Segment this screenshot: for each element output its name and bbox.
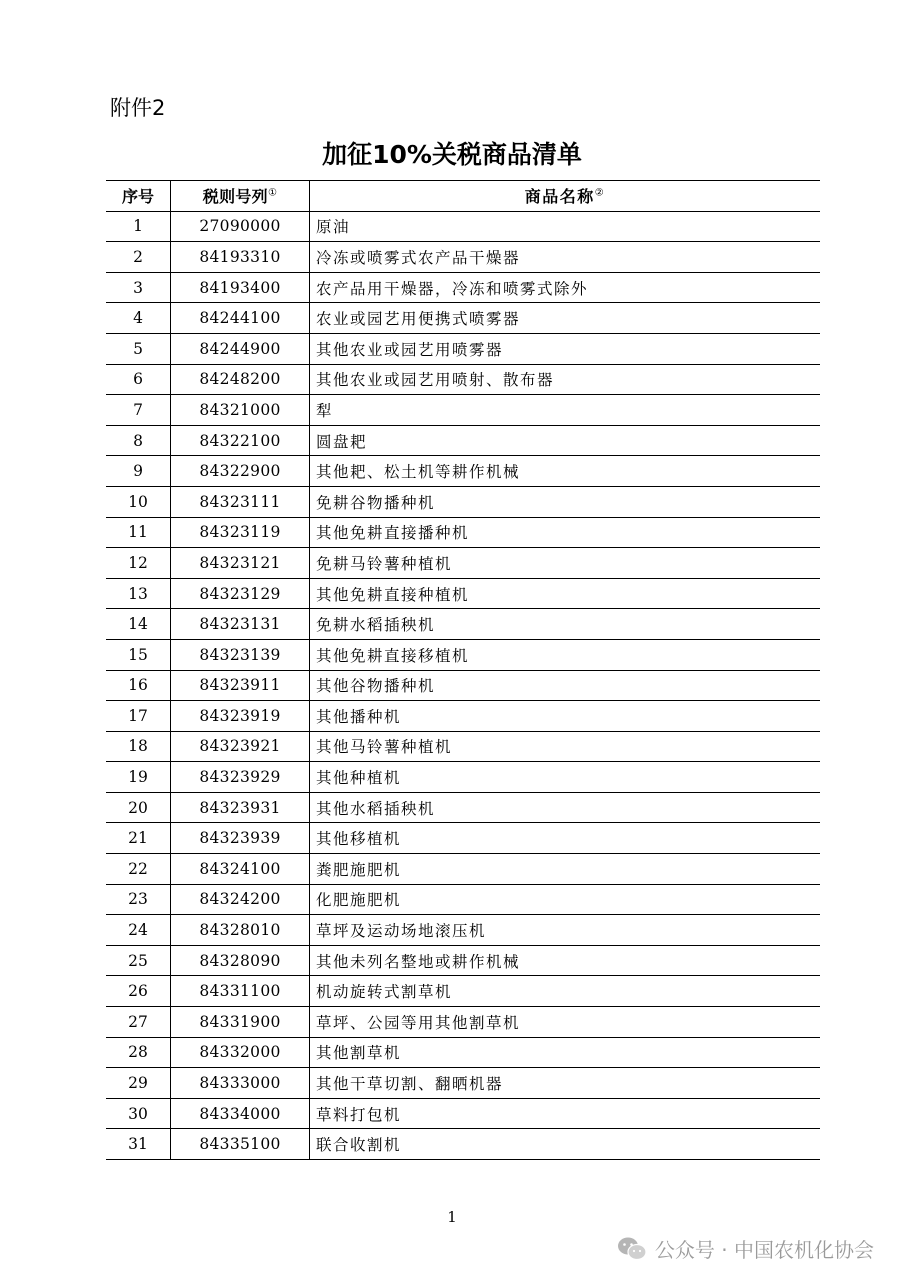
product-name-cell: 草坪、公园等用其他割草机 (310, 1007, 821, 1038)
footnote-marker: ② (594, 187, 606, 199)
serial-cell: 27 (106, 1007, 171, 1038)
table-row (106, 425, 820, 456)
tariff-code-cell: 84334000 (171, 1098, 310, 1129)
table-header-row (106, 181, 820, 212)
product-name-cell: 其他农业或园艺用喷射、散布器 (310, 364, 821, 395)
serial-cell: 19 (106, 762, 171, 793)
attachment-label: 附件2 (110, 96, 166, 120)
tariff-code-cell: 84322900 (171, 456, 310, 487)
footnote-marker: ① (267, 187, 278, 199)
serial-cell: 11 (106, 517, 171, 548)
table-row (106, 976, 820, 1007)
table-row (106, 303, 820, 334)
product-name-cell: 化肥施肥机 (310, 884, 821, 915)
serial-cell: 3 (106, 272, 171, 303)
table-row (106, 211, 820, 242)
serial-cell: 14 (106, 609, 171, 640)
table-row (106, 945, 820, 976)
serial-cell: 28 (106, 1037, 171, 1068)
tariff-code-cell: 84193310 (171, 242, 310, 273)
product-name-cell: 冷冻或喷雾式农产品干燥器 (310, 242, 821, 273)
tariff-code-cell: 84323911 (171, 670, 310, 701)
product-name-cell: 免耕水稻插秧机 (310, 609, 821, 640)
table-row (106, 884, 820, 915)
serial-cell: 13 (106, 578, 171, 609)
tariff-code-cell: 84323131 (171, 609, 310, 640)
product-name-cell: 草坪及运动场地滚压机 (310, 915, 821, 946)
table-row (106, 395, 820, 426)
serial-cell: 2 (106, 242, 171, 273)
tariff-code-cell: 84244900 (171, 333, 310, 364)
header-product-name: 商品名称② (310, 181, 821, 212)
tariff-code-cell: 84323139 (171, 639, 310, 670)
table-row (106, 272, 820, 303)
serial-cell: 21 (106, 823, 171, 854)
product-name-cell: 其他马铃薯种植机 (310, 731, 821, 762)
tariff-code-cell: 84248200 (171, 364, 310, 395)
table-row (106, 1007, 820, 1038)
serial-cell: 1 (106, 211, 171, 242)
serial-cell: 16 (106, 670, 171, 701)
tariff-table (106, 180, 820, 1160)
table-row (106, 333, 820, 364)
product-name-cell: 犁 (310, 395, 821, 426)
serial-cell: 31 (106, 1129, 171, 1160)
watermark-text: 公众号 · 中国农机化协会 (654, 1238, 874, 1262)
tariff-code-cell: 84331100 (171, 976, 310, 1007)
product-name-cell: 机动旋转式割草机 (310, 976, 821, 1007)
wechat-icon (617, 1236, 647, 1262)
serial-cell: 25 (106, 945, 171, 976)
table-row (106, 915, 820, 946)
table-row (106, 639, 820, 670)
table-row (106, 701, 820, 732)
serial-cell: 5 (106, 333, 171, 364)
product-name-cell: 农产品用干燥器，冷冻和喷雾式除外 (310, 272, 821, 303)
product-name-cell: 其他未列名整地或耕作机械 (310, 945, 821, 976)
tariff-code-cell: 84324100 (171, 854, 310, 885)
serial-cell: 24 (106, 915, 171, 946)
table-row (106, 1068, 820, 1099)
tariff-code-cell: 84322100 (171, 425, 310, 456)
product-name-cell: 其他种植机 (310, 762, 821, 793)
product-name-cell: 免耕马铃薯种植机 (310, 548, 821, 579)
product-name-cell: 原油 (310, 211, 821, 242)
tariff-code-cell: 84323111 (171, 486, 310, 517)
tariff-code-cell: 84323929 (171, 762, 310, 793)
tariff-code-cell: 84323931 (171, 792, 310, 823)
header-tariff-code: 税则号列① (171, 181, 310, 212)
product-name-cell: 其他免耕直接种植机 (310, 578, 821, 609)
serial-cell: 12 (106, 548, 171, 579)
serial-cell: 7 (106, 395, 171, 426)
serial-cell: 18 (106, 731, 171, 762)
tariff-code-cell: 84323921 (171, 731, 310, 762)
serial-cell: 26 (106, 976, 171, 1007)
tariff-code-cell: 84323919 (171, 701, 310, 732)
tariff-code-cell: 84323129 (171, 578, 310, 609)
tariff-code-cell: 84323121 (171, 548, 310, 579)
tariff-code-cell: 84333000 (171, 1068, 310, 1099)
product-name-cell: 其他割草机 (310, 1037, 821, 1068)
serial-cell: 17 (106, 701, 171, 732)
product-name-cell: 免耕谷物播种机 (310, 486, 821, 517)
table-row (106, 242, 820, 273)
serial-cell: 10 (106, 486, 171, 517)
table-row (106, 456, 820, 487)
table-row (106, 731, 820, 762)
tariff-code-cell: 84335100 (171, 1129, 310, 1160)
tariff-code-cell: 84332000 (171, 1037, 310, 1068)
table-row (106, 762, 820, 793)
table-row (106, 1129, 820, 1160)
product-name-cell: 其他干草切割、翻晒机器 (310, 1068, 821, 1099)
tariff-code-cell: 84323119 (171, 517, 310, 548)
serial-cell: 23 (106, 884, 171, 915)
table-row (106, 517, 820, 548)
page-number: 1 (447, 1208, 457, 1226)
serial-cell: 4 (106, 303, 171, 334)
tariff-code-cell: 84328090 (171, 945, 310, 976)
serial-cell: 8 (106, 425, 171, 456)
tariff-code-cell: 84321000 (171, 395, 310, 426)
table-row (106, 854, 820, 885)
table-row (106, 670, 820, 701)
serial-cell: 29 (106, 1068, 171, 1099)
product-name-cell: 其他农业或园艺用喷雾器 (310, 333, 821, 364)
table-row (106, 364, 820, 395)
tariff-code-cell: 84328010 (171, 915, 310, 946)
table-row (106, 486, 820, 517)
header-serial: 序号 (106, 181, 171, 212)
tariff-code-cell: 27090000 (171, 211, 310, 242)
table-row (106, 823, 820, 854)
product-name-cell: 其他播种机 (310, 701, 821, 732)
serial-cell: 20 (106, 792, 171, 823)
table-row (106, 1037, 820, 1068)
product-name-cell: 粪肥施肥机 (310, 854, 821, 885)
product-name-cell: 其他谷物播种机 (310, 670, 821, 701)
tariff-code-cell: 84244100 (171, 303, 310, 334)
product-name-cell: 其他免耕直接移植机 (310, 639, 821, 670)
tariff-code-cell: 84323939 (171, 823, 310, 854)
product-name-cell: 联合收割机 (310, 1129, 821, 1160)
serial-cell: 9 (106, 456, 171, 487)
table-row (106, 548, 820, 579)
tariff-code-cell: 84331900 (171, 1007, 310, 1038)
tariff-code-cell: 84193400 (171, 272, 310, 303)
product-name-cell: 草料打包机 (310, 1098, 821, 1129)
page-title: 加征10%关税商品清单 (322, 140, 582, 169)
table-row (106, 1098, 820, 1129)
product-name-cell: 其他水稻插秧机 (310, 792, 821, 823)
serial-cell: 30 (106, 1098, 171, 1129)
tariff-code-cell: 84324200 (171, 884, 310, 915)
table-row (106, 792, 820, 823)
product-name-cell: 农业或园艺用便携式喷雾器 (310, 303, 821, 334)
table-row (106, 578, 820, 609)
table-row (106, 609, 820, 640)
serial-cell: 6 (106, 364, 171, 395)
watermark (617, 1234, 874, 1263)
product-name-cell: 其他移植机 (310, 823, 821, 854)
product-name-cell: 圆盘耙 (310, 425, 821, 456)
serial-cell: 22 (106, 854, 171, 885)
product-name-cell: 其他免耕直接播种机 (310, 517, 821, 548)
serial-cell: 15 (106, 639, 171, 670)
product-name-cell: 其他耙、松土机等耕作机械 (310, 456, 821, 487)
